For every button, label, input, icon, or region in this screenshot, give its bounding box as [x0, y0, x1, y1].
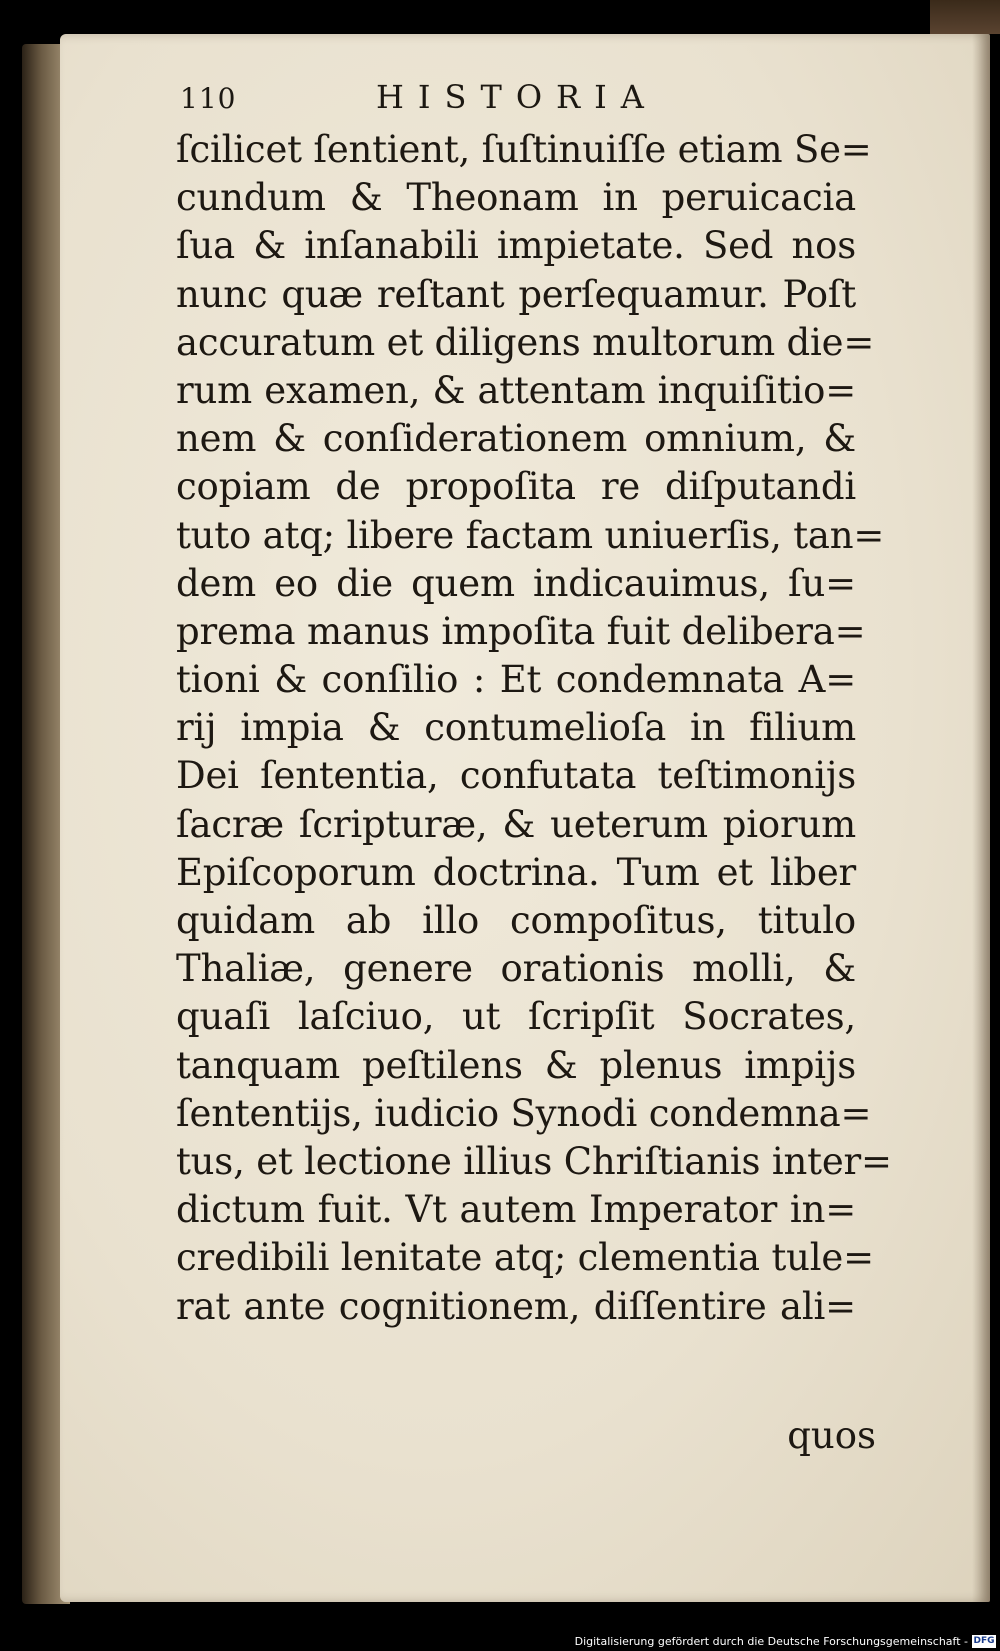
text-line: quaſi laſciuo, ut ſcripſit Socrates, — [176, 995, 856, 1039]
book-spine — [930, 0, 1000, 34]
text-line: rij impia & contumelioſa in filium — [176, 706, 856, 750]
text-line: Dei ſententia, confutata teſtimonijs — [176, 754, 856, 798]
text-line: ſua & inſanabili impietate. Sed nos — [176, 224, 856, 268]
text-line: accuratum et diligens multorum die= — [176, 320, 875, 364]
footer-bar — [0, 1631, 1000, 1651]
text-line: ſacræ ſcripturæ, & ueterum piorum — [176, 802, 856, 846]
text-line: dictum fuit. Vt autem Imperator in= — [176, 1188, 856, 1232]
funding-credit: Digitalisierung gefördert durch die Deutsche Forschungsgemeinschaft - — [574, 1635, 968, 1648]
text-line: credibili lenitate atq; clementia tule= — [176, 1236, 874, 1280]
page-number: 110 — [180, 82, 237, 115]
catchword: quos — [787, 1414, 876, 1457]
text-line: ſcilicet ſentient, ſuſtinuiſſe etiam Se= — [176, 128, 872, 171]
text-line: tus, et lectione illius Chriſtianis inter= — [176, 1139, 892, 1183]
running-head — [180, 78, 740, 118]
text-line: rum examen, & attentam inquiſitio= — [176, 368, 856, 412]
text-line: tanquam peſtilens & plenus impijs — [176, 1043, 856, 1087]
text-line: copiam de propoſita re diſputandi — [176, 465, 856, 509]
text-line: cundum & Theonam in peruicacia — [176, 176, 856, 220]
text-line: Thaliæ, genere orationis molli, & — [176, 947, 856, 991]
running-title: HISTORIA — [376, 78, 658, 116]
dfg-logo: DFG — [973, 1636, 995, 1646]
text-line: ſententijs, iudicio Synodi condemna= — [176, 1091, 872, 1135]
text-line: Epiſcoporum doctrina. Tum et liber — [176, 850, 856, 894]
text-line: quidam ab illo compoſitus, titulo — [176, 899, 856, 942]
text-line: prema manus impoſita fuit delibera= — [176, 609, 866, 653]
text-line: tioni & conſilio : Et condemnata A= — [176, 658, 856, 702]
text-line: tuto atq; libere factam uniuerſis, tan= — [176, 513, 885, 557]
text-line: nem & conſiderationem omnium, & — [176, 417, 856, 461]
text-line: rat ante cognitionem, diſſentire ali= — [176, 1284, 856, 1328]
page-gutter-shadow — [972, 34, 990, 1602]
text-line: nunc quæ reſtant perſequamur. Poſt — [176, 272, 856, 316]
text-block — [176, 126, 892, 1331]
text-line: dem eo die quem indicauimus, ſu= — [176, 561, 856, 605]
